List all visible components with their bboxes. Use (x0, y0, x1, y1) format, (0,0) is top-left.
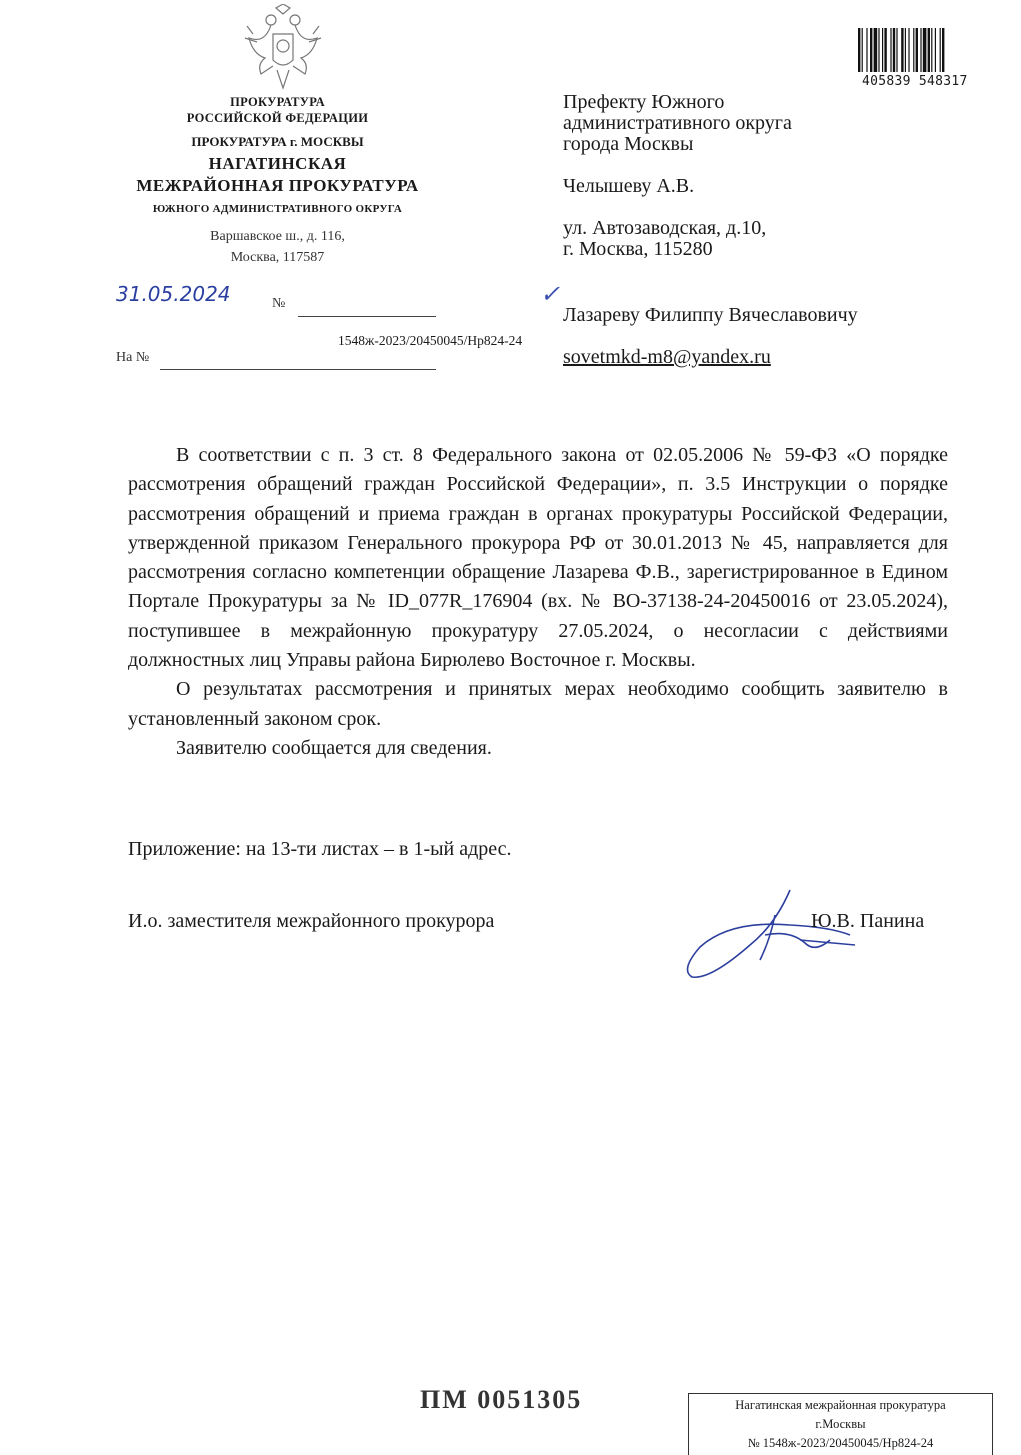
barcode-bar (940, 28, 941, 72)
sender-org-header (100, 94, 455, 126)
barcode-bar (870, 28, 872, 72)
number-line (298, 316, 436, 317)
registration-stamp (688, 1393, 993, 1455)
stamp-line: № 1548ж-2023/20450045/Нр824-24 (747, 1436, 934, 1450)
barcode-bar (896, 28, 897, 72)
barcode-bar (866, 28, 867, 72)
recipient-applicant-name: Лазареву Филиппу Вячеславовичу (563, 304, 858, 326)
barcode-bar (858, 28, 860, 72)
signatory-name: Ю.В. Панина (811, 910, 925, 932)
sender-line-3: ПРОКУРАТУРА г. МОСКВЫ (191, 134, 364, 149)
registration-number: 1548ж-2023/20450045/Нр824-24 (338, 333, 523, 348)
sender-line-5: МЕЖРАЙОННАЯ ПРОКУРАТУРА (136, 176, 419, 195)
recipient-line: административного округа (563, 112, 792, 134)
barcode-bar (942, 28, 944, 72)
coat-of-arms-icon (243, 4, 323, 92)
attachment-note: Приложение: на 13-ти листах – в 1-ый адрес. (128, 838, 512, 860)
barcode-bar (935, 28, 936, 72)
body-paragraph: В соответствии с п. 3 ст. 8 Федерального закона от 02.05.2006 № 59-ФЗ «О порядке рассмотрения обращений граждан Российской Федерации», п. 3.5 Инструкции о порядке рассмотрения обращений и приема граждан в органах прокуратуры Российской Федерации, утвержденной приказом Генерального прокурора РФ от 30.01.2013 № 45, направляется для рассмотрения согласно компетенции обращение Лазарева Ф.В., зарегистрированное в Едином Портале Прокуратуры за № ID_077R_176904 (вх. № ВО-37138-24-20450016 от 23.05.2024), поступившее в межрайонную прокуратуру 27.05.2024, о несогласии с действиями должностных лиц Управы района Бирюлево Восточное г. Москвы. (128, 444, 948, 672)
number-label: № (272, 296, 286, 311)
barcode-bar (923, 28, 927, 72)
barcode-bar (920, 28, 921, 72)
barcode-bar (913, 28, 914, 72)
sender-org-name (100, 153, 455, 197)
barcode-bar (878, 28, 879, 72)
sender-line-2: РОССИЙСКОЙ ФЕДЕРАЦИИ (186, 111, 369, 125)
recipient-line: города Москвы (563, 133, 694, 155)
body-paragraph: Заявителю сообщается для сведения. (176, 736, 492, 759)
barcode-bar (905, 28, 906, 72)
recipient-prefect-name: Челышеву А.В. (563, 175, 695, 197)
barcode-bar (884, 28, 886, 72)
barcode-bar (874, 28, 878, 72)
sender-line-6: ЮЖНОГО АДМИНИСТРАТИВНОГО ОКРУГА (152, 203, 403, 215)
recipient-address-line: ул. Автозаводская, д.10, (563, 217, 767, 239)
reply-label: На № (116, 350, 150, 365)
barcode-bar (890, 28, 891, 72)
body-paragraph: О результатах рассмотрения и принятых мерах необходимо сообщить заявителю в установленный законом срок. (128, 678, 948, 730)
barcode-bar (862, 28, 863, 72)
signatory-role: И.о. заместителя межрайонного прокурора (128, 910, 495, 932)
sender-line-1: ПРОКУРАТУРА (230, 95, 325, 109)
handwritten-signature-icon (680, 885, 860, 995)
barcode-bar (901, 28, 903, 72)
sender-address-line: Варшавское ш., д. 116, (210, 229, 345, 244)
recipient-prefect-address (563, 218, 766, 260)
barcode-bar (916, 28, 918, 72)
recipient-email-link[interactable]: sovetmkd-m8@yandex.ru (563, 346, 771, 368)
barcode-bar (931, 28, 932, 72)
barcode-bar (882, 28, 883, 72)
recipient-line: Префекту Южного (563, 91, 725, 113)
barcode-number: 405839 548317 (862, 74, 968, 89)
form-number: ПМ 0051305 (420, 1385, 583, 1414)
sender-line-4: НАГАТИНСКАЯ (208, 154, 347, 173)
barcode-bar (928, 28, 930, 72)
check-mark-icon: ✓ (540, 282, 561, 308)
barcode-bar (908, 28, 909, 72)
handwritten-date: 31.05.2024 (116, 282, 231, 306)
reply-line (160, 369, 436, 370)
barcode-bar (893, 28, 895, 72)
sender-address-line: Москва, 117587 (230, 250, 325, 265)
stamp-line: г.Москвы (815, 1417, 866, 1431)
letter-body (128, 441, 948, 763)
barcode-icon (858, 28, 996, 76)
recipient-address-line: г. Москва, 115280 (563, 238, 713, 260)
stamp-line: Нагатинская межрайонная прокуратура (735, 1398, 946, 1412)
recipient-prefect (563, 92, 792, 155)
sender-address (100, 226, 455, 268)
